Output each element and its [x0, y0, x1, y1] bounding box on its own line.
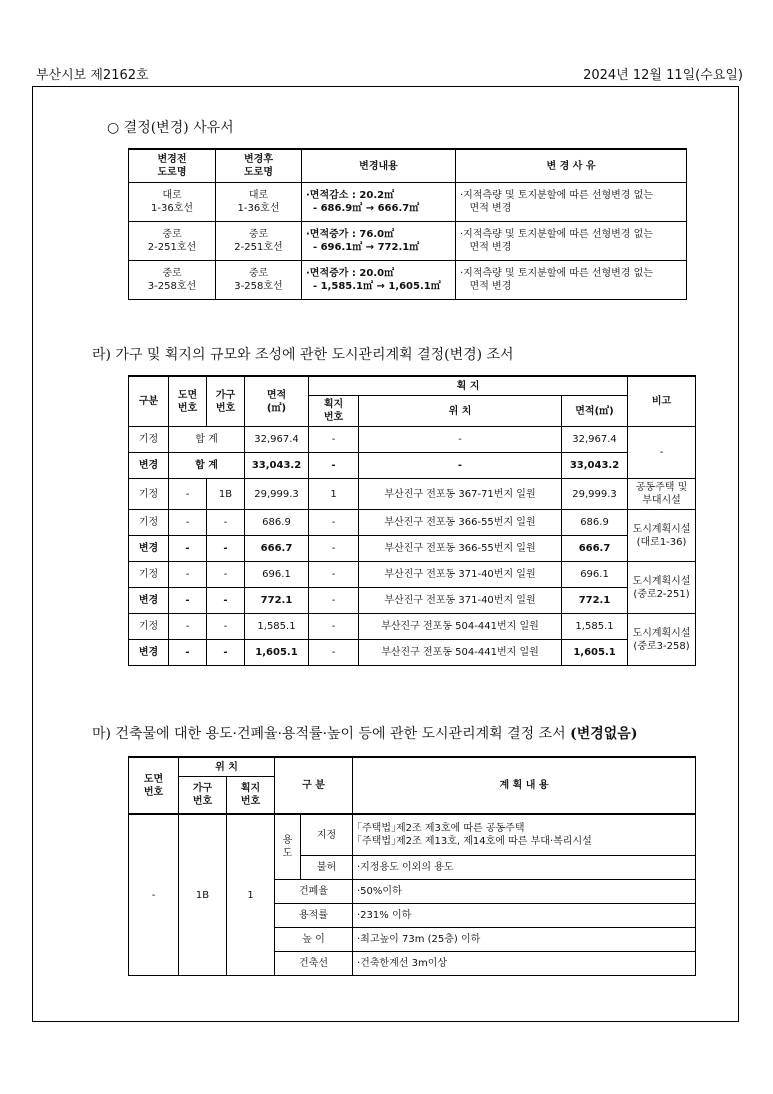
cell: ·면적감소 : 20.2㎡: [306, 190, 395, 201]
cell: 건폐율: [275, 880, 353, 904]
table-row: [129, 510, 696, 536]
cell: 면적 변경: [469, 203, 512, 214]
cell: 32,967.4: [245, 427, 309, 453]
cell: 합 계: [169, 453, 245, 479]
cell: 1-36호선: [150, 203, 193, 214]
col-plan: 계 획 내 용: [353, 757, 696, 814]
section-title-building: [92, 723, 637, 743]
table-row: [129, 479, 696, 510]
cell: -: [207, 536, 245, 562]
col-gagu: 가구 번호: [179, 777, 227, 815]
cell: -: [129, 814, 179, 976]
cell: 변경: [129, 453, 169, 479]
col-before: 변경전 도로명: [129, 149, 216, 183]
table-row: [129, 261, 687, 300]
col-gagu: 가구 번호: [207, 376, 245, 427]
cell: 변경: [129, 640, 169, 666]
col-harea: 면적(㎡): [562, 396, 628, 427]
cell: 29,999.3: [245, 479, 309, 510]
cell: ·지정용도 이외의 용도: [353, 856, 696, 880]
cell: 686.9: [245, 510, 309, 536]
col-gubun: 구분: [129, 376, 169, 427]
cell: -: [309, 510, 359, 536]
cell: ·면적증가 : 20.0㎡: [306, 268, 395, 279]
building-table: [128, 756, 696, 976]
cell: 면적 변경: [469, 281, 512, 292]
cell: 29,999.3: [562, 479, 628, 510]
cell: 기정: [129, 562, 169, 588]
col-loc: 위 치: [359, 396, 562, 427]
col-change: 변경내용: [302, 149, 456, 183]
cell: 33,043.2: [562, 453, 628, 479]
cell: -: [359, 453, 562, 479]
cell: 686.9: [562, 510, 628, 536]
cell: 높 이: [275, 928, 353, 952]
cell: -: [309, 588, 359, 614]
block-table: [128, 375, 696, 666]
cell: 부산진구 전포동 371-40번지 일원: [359, 588, 562, 614]
no-change-label: (변경없음): [570, 726, 638, 742]
cell: -: [169, 588, 207, 614]
cell: -: [207, 588, 245, 614]
cell: -: [169, 614, 207, 640]
cell: -: [309, 640, 359, 666]
cell: 기정: [129, 427, 169, 453]
table-row: [129, 453, 696, 479]
cell: 중로: [162, 229, 182, 240]
cell: 부산진구 전포동 366-55번지 일원: [359, 536, 562, 562]
col-area: 면적 (㎡): [245, 376, 309, 427]
cell: 3-258호선: [234, 281, 283, 292]
cell: -: [169, 640, 207, 666]
cell: ｢주택법｣제2조 제13호, 제14호에 따른 부대·복리시설: [357, 836, 592, 847]
cell: 용 도: [275, 814, 301, 880]
cell: ·지적측량 및 토지분할에 따른 선형변경 없는: [460, 229, 653, 240]
cell: 기정: [129, 510, 169, 536]
cell: 666.7: [245, 536, 309, 562]
cell: 666.7: [562, 536, 628, 562]
cell: 건축선: [275, 952, 353, 976]
cell: -: [169, 562, 207, 588]
cell: - 696.1㎡ → 772.1㎡: [312, 242, 420, 253]
cell: -: [309, 427, 359, 453]
table-row: [129, 427, 696, 453]
cell: 696.1: [245, 562, 309, 588]
cell: -: [169, 510, 207, 536]
table-row: [129, 183, 687, 222]
cell: ·지적측량 및 토지분할에 따른 선형변경 없는: [460, 268, 653, 279]
cell: 1-36호선: [237, 203, 280, 214]
cell: 부산진구 전포동 504-441번지 일원: [359, 640, 562, 666]
cell-bigo: 도시계획시설 (중로2-251): [628, 562, 696, 614]
cell: 기정: [129, 614, 169, 640]
cell: 용적률: [275, 904, 353, 928]
cell: -: [169, 536, 207, 562]
cell-bigo: 도시계획시설 (중로3-258): [628, 614, 696, 666]
table-row: [129, 536, 696, 562]
cell: ·최고높이 73m (25층) 이하: [353, 928, 696, 952]
cell: 중로: [248, 229, 269, 240]
cell: ·231% 이하: [353, 904, 696, 928]
cell: 부산진구 전포동 367-71번지 일원: [359, 479, 562, 510]
cell: - 686.9㎡ → 666.7㎡: [312, 203, 420, 214]
cell: 중로: [248, 268, 269, 279]
cell: 1,585.1: [245, 614, 309, 640]
cell: 1: [227, 814, 275, 976]
cell: -: [359, 427, 562, 453]
cell: -: [207, 640, 245, 666]
cell: 면적 변경: [469, 242, 512, 253]
cell: 772.1: [245, 588, 309, 614]
cell: 대로: [162, 190, 182, 201]
cell: -: [309, 614, 359, 640]
col-domyeon: 도면 번호: [129, 757, 179, 814]
cell: ·50%이하: [353, 880, 696, 904]
cell: 33,043.2: [245, 453, 309, 479]
cell: ·지적측량 및 토지분할에 따른 선형변경 없는: [460, 190, 653, 201]
cell: 지정: [301, 814, 353, 856]
cell: ·건축한계선 3m이상: [353, 952, 696, 976]
cell: 변경: [129, 588, 169, 614]
cell: 1: [309, 479, 359, 510]
cell: 변경: [129, 536, 169, 562]
col-wichi: 위 치: [179, 757, 275, 777]
cell: -: [309, 562, 359, 588]
cell: -: [309, 453, 359, 479]
col-domyeon: 도면 번호: [169, 376, 207, 427]
cell: 32,967.4: [562, 427, 628, 453]
cell: -: [169, 479, 207, 510]
cell: 1B: [207, 479, 245, 510]
cell: -: [207, 562, 245, 588]
col-hoekji: 획지 번호: [227, 777, 275, 815]
cell: 1B: [179, 814, 227, 976]
cell: 1,585.1: [562, 614, 628, 640]
col-bigo: 비고: [628, 376, 696, 427]
table-row: [129, 562, 696, 588]
cell: 불허: [301, 856, 353, 880]
cell: 1,605.1: [562, 640, 628, 666]
cell: 부산진구 전포동 366-55번지 일원: [359, 510, 562, 536]
cell: 1,605.1: [245, 640, 309, 666]
cell: 기정: [129, 479, 169, 510]
cell: - 1,585.1㎡ → 1,605.1㎡: [312, 281, 441, 292]
cell: -: [207, 614, 245, 640]
col-gubun: 구 분: [275, 757, 353, 814]
cell: 3-258호선: [147, 281, 197, 292]
bulletin-issue: 부산시보 제2162호: [36, 68, 149, 83]
cell: 합 계: [169, 427, 245, 453]
table-row: [129, 588, 696, 614]
cell: 부산진구 전포동 504-441번지 일원: [359, 614, 562, 640]
cell-bigo: 도시계획시설 (대로1-36): [628, 510, 696, 562]
table-row: [129, 814, 696, 856]
bulletin-date: 2024년 12월 11일(수요일): [583, 68, 743, 83]
table-row: [129, 640, 696, 666]
table-row: [129, 614, 696, 640]
col-reason: 변 경 사 유: [456, 149, 687, 183]
cell-bigo: 공동주택 및 부대시설: [628, 479, 696, 510]
col-hno: 획지 번호: [309, 396, 359, 427]
section-title-text: 마) 건축물에 대한 용도·건폐율·용적률·높이 등에 관한 도시관리계획 결정 조서: [92, 726, 571, 742]
cell: 696.1: [562, 562, 628, 588]
cell: 중로: [162, 268, 182, 279]
col-hoekji: 획 지: [309, 376, 628, 396]
cell: 2-251호선: [234, 242, 283, 253]
table-row: [129, 222, 687, 261]
reason-table: [128, 148, 687, 300]
cell: 772.1: [562, 588, 628, 614]
cell: 부산진구 전포동 371-40번지 일원: [359, 562, 562, 588]
cell: ｢주택법｣제2조 제3호에 따른 공동주택: [357, 823, 525, 834]
cell: 대로: [248, 190, 269, 201]
cell: -: [309, 536, 359, 562]
cell: 2-251호선: [147, 242, 197, 253]
section-title-reason: ○ 결정(변경) 사유서: [107, 120, 234, 136]
cell-bigo: -: [628, 427, 696, 479]
section-title-block: 라) 가구 및 획지의 규모와 조성에 관한 도시관리계획 결정(변경) 조서: [92, 347, 514, 363]
cell: ·면적증가 : 76.0㎡: [306, 229, 395, 240]
cell: -: [207, 510, 245, 536]
col-after: 변경후 도로명: [216, 149, 302, 183]
